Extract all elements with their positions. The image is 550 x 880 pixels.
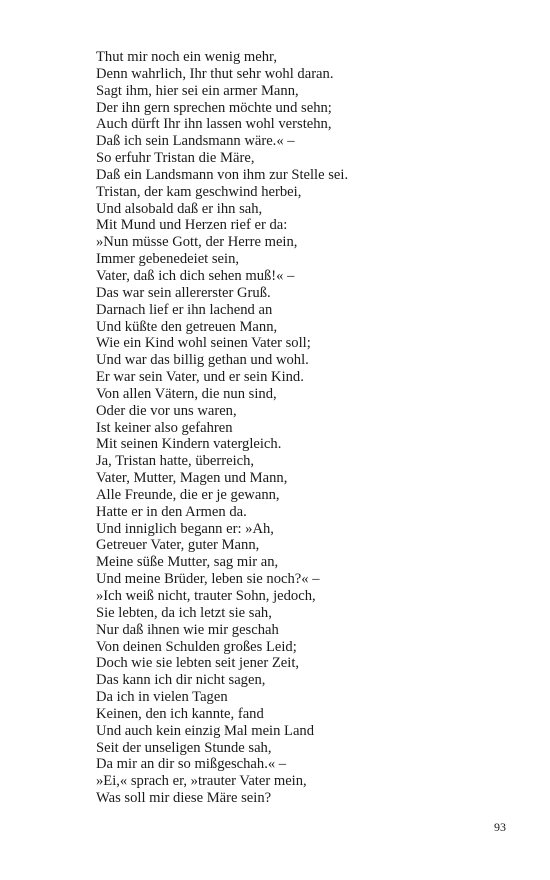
verse-line: Sie lebten, da ich letzt sie sah, xyxy=(96,604,272,621)
verse-line: Mit seinen Kindern vatergleich. xyxy=(96,436,282,453)
verse-line: Doch wie sie lebten seit jener Zeit, xyxy=(96,655,300,672)
verse-line: Darnach lief er ihn lachend an xyxy=(96,301,273,318)
verse-line: Daß ich sein Landsmann wäre.« – xyxy=(96,133,295,150)
verse-line: Und inniglich begann er: »Ah, xyxy=(96,520,274,537)
verse-line: »Nun müsse Gott, der Herre mein, xyxy=(96,234,298,251)
verse-line: Hatte er in den Armen da. xyxy=(96,503,247,520)
verse-line: Das kann ich dir nicht sagen, xyxy=(96,672,266,689)
verse-line: So erfuhr Tristan die Märe, xyxy=(96,150,255,167)
verse-line: Tristan, der kam geschwind herbei, xyxy=(96,183,302,200)
verse-line: Und küßte den getreuen Mann, xyxy=(96,318,278,335)
verse-line: Vater, Mutter, Magen und Mann, xyxy=(96,470,288,487)
verse-line: Und war das billig gethan und wohl. xyxy=(96,352,309,369)
verse-line: Daß ein Landsmann von ihm zur Stelle sei. xyxy=(96,166,349,183)
verse-line: Auch dürft Ihr ihn lassen wohl verstehn, xyxy=(96,116,332,133)
verse-line: Er war sein Vater, und er sein Kind. xyxy=(96,369,304,386)
verse-line: Denn wahrlich, Ihr thut sehr wohl daran. xyxy=(96,65,334,82)
verse-line: Da mir an dir so mißgeschah.« – xyxy=(96,756,287,773)
verse-line: Sagt ihm, hier sei ein armer Mann, xyxy=(96,82,299,99)
verse-line: Und auch kein einzig Mal mein Land xyxy=(96,722,315,739)
page-number: 93 xyxy=(494,820,506,834)
verse-line: Das war sein allererster Gruß. xyxy=(96,284,271,301)
verse-line: Mit Mund und Herzen rief er da: xyxy=(96,217,288,234)
verse-line: Von deinen Schulden großes Leid; xyxy=(96,638,297,655)
verse-line: Wie ein Kind wohl seinen Vater soll; xyxy=(96,335,311,352)
verse-line: Getreuer Vater, guter Mann, xyxy=(96,537,260,554)
verse-line: »Ei,« sprach er, »trauter Vater mein, xyxy=(96,773,307,790)
verse-line: Thut mir noch ein wenig mehr, xyxy=(96,49,277,65)
verse-line: Was soll mir diese Märe sein? xyxy=(96,790,272,807)
verse-line: Nur daß ihnen wie mir geschah xyxy=(96,621,279,638)
verse-line: Oder die vor uns waren, xyxy=(96,402,237,419)
verse-line: Alle Freunde, die er je gewann, xyxy=(96,486,280,503)
verse-line: Meine süße Mutter, sag mir an, xyxy=(96,554,279,571)
verse-line: Und meine Brüder, leben sie noch?« – xyxy=(96,571,320,588)
verse-line: Seit der unseligen Stunde sah, xyxy=(96,739,272,756)
verse-line: Immer gebenedeiet sein, xyxy=(96,251,240,268)
verse-line: Vater, daß ich dich sehen muß!« – xyxy=(96,267,295,284)
verse-text xyxy=(96,49,348,807)
verse-line: Da ich in vielen Tagen xyxy=(96,689,228,706)
verse-line: Und alsobald daß er ihn sah, xyxy=(96,200,263,217)
verse-line: »Ich weiß nicht, trauter Sohn, jedoch, xyxy=(96,588,316,604)
verse-line: Der ihn gern sprechen möchte und sehn; xyxy=(96,99,332,116)
verse-line: Ja, Tristan hatte, überreich, xyxy=(96,453,255,470)
verse-line: Keinen, den ich kannte, fand xyxy=(96,705,264,722)
verse-line: Ist keiner also gefahren xyxy=(96,419,233,436)
verse-line: Von allen Vätern, die nun sind, xyxy=(96,385,277,402)
